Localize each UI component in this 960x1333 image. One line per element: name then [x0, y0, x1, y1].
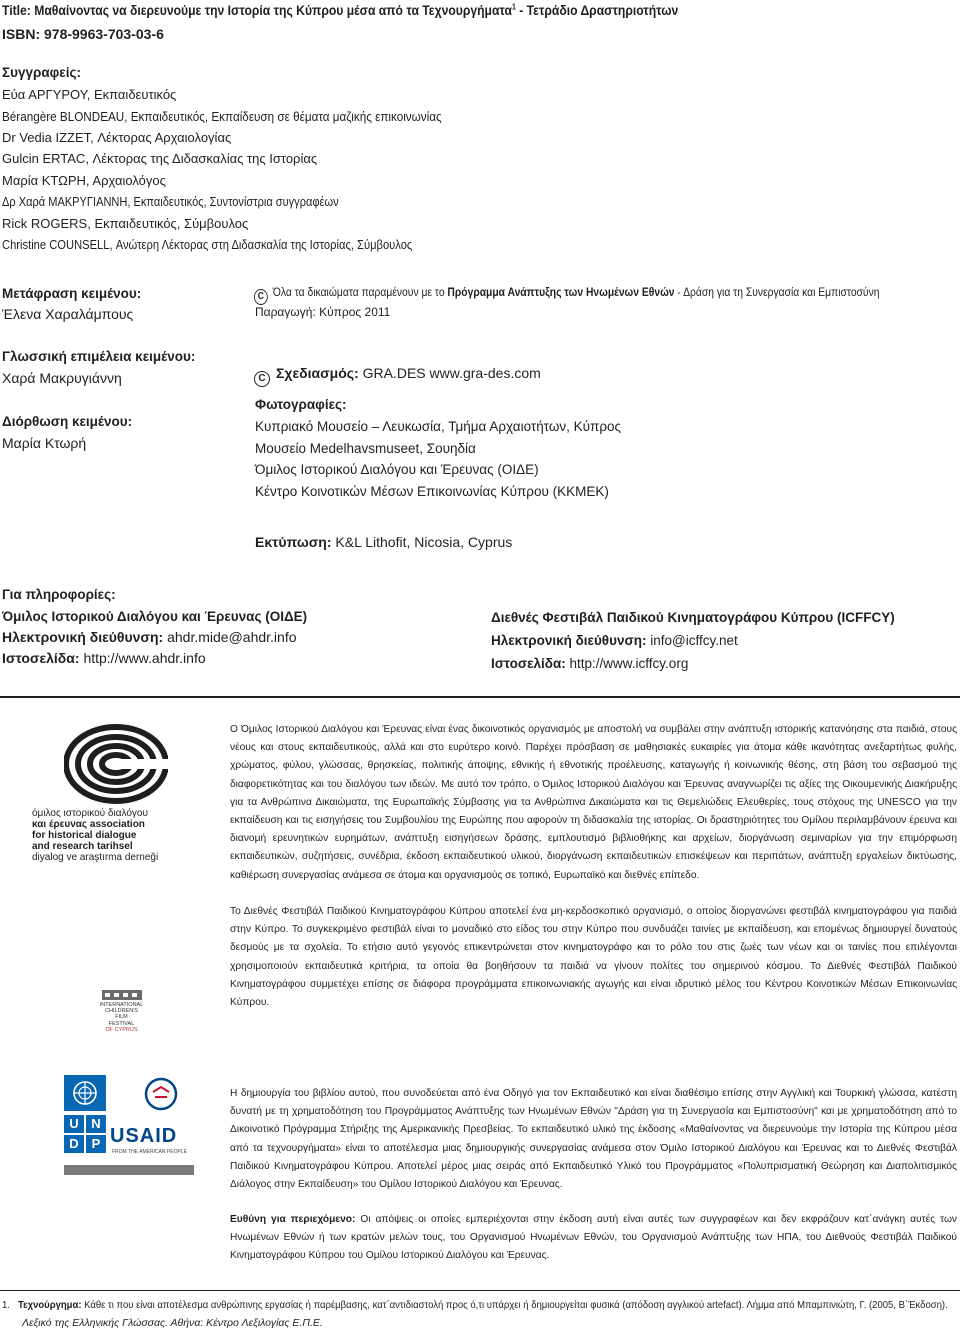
photo-credit: Όμιλος Ιστορικού Διαλόγου και Έρευνας (ΟΙΔΕ) [255, 462, 539, 477]
icffcy-logo [84, 990, 159, 1032]
footnote-label: Τεχνούργημα: [18, 1299, 82, 1311]
rights-suffix: - Δράση για τη Συνεργασία και Εμπιστοσύνη [677, 285, 880, 299]
print-line [255, 534, 512, 551]
title-suffix: - Τετράδιο Δραστηριοτήτων [519, 2, 679, 18]
logo-line: CHILDREN'S [105, 1008, 138, 1015]
rights-line [254, 284, 879, 305]
author-item: Μαρία ΚΤΩΡΗ, Αρχαιολόγος [2, 173, 166, 188]
author-item: Δρ Χαρά ΜΑΚΡΥΓΙΑΝΝΗ, Εκπαιδευτικός, Συντονίστρια συγγραφέων [2, 194, 339, 209]
ahdr-logo [32, 724, 187, 863]
funding-description: Η δημιουργία του βιβλίου αυτού, που συνοδεύεται από ένα Οδηγό για τον Εκπαιδευτικό και είναι διαθέσιμο επίσης στην Αγγλική και Τουρκική γλώσσα, κατέστη δυνατή με τη χρηματοδότηση του Προγράμματος Ανάπτυξης των Ηνωμένων Εθνών "Δράση για τη Συνεργασία και Εμπιστοσύνη" και με χρηματοδότηση από το Δικοινοτικό Πρόγραμμα Στήριξης της Αμερικανικής Πρεσβείας. Το εκπαιδευτικό υλικό της έκδοσης «Μαθαίνοντας να διερευνούμε την Ιστορία της Κύπρου μέσα από τα τεχνουργήματα» είναι το αποτέλεσμα μιας δημιουργικής συνεργασίας ανάμεσα στον Όμιλο Ιστορικού Διαλόγου και Έρευνας και το Διεθνές Φεστιβάλ Παιδικού Κινηματογράφου Κύπρου. Αποτελεί μέρος μιας σειράς από Εκπαιδευτικό Υλικό του Προγράμματος «Πολυπρισματική Θεώρηση και Διαπολιτισμικός Διάλογος στην Εκπαίδευση» του Ομίλου Ιστορικού Διαλόγου και Έρευνας. [230, 1088, 957, 1191]
logo-line: FESTIVAL [108, 1020, 135, 1027]
rights-prefix: Όλα τα δικαιώματα παραμένουν με το [272, 285, 445, 299]
translation-label: Μετάφραση κειμένου: [2, 286, 142, 301]
production: Παραγωγή: Κύπρος 2011 [255, 305, 391, 319]
footnote-text: Κάθε τι που είναι αποτέλεσμα ανθρώπινης εργασίας ή παρέμβασης, κατ΄αντιδιαστολή προς ό,τι υπάρχει ή δημιουργείται φυσικά (απόδοση αγγλικού artefact). Λήμμα από Μπαμπινιώτη, Γ. (2005, Β΄Έκδοση). [84, 1299, 948, 1311]
footnote-line2: Λεξικό της Ελληνικής Γλώσσας. Αθήνα: Κέντρο Λεξιλογίας Ε.Π.Ε. [22, 1317, 323, 1329]
footnote-divider [0, 1290, 960, 1291]
icffcy-web-line [491, 655, 688, 672]
title-label: Title: [2, 2, 31, 18]
ahdr-web-line [2, 650, 206, 667]
icffcy-email-line [491, 632, 738, 649]
author-item: Gulcin ERTAC, Λέκτορας της Διδασκαλίας της Ιστορίας [2, 151, 318, 166]
responsibility-label: Ευθύνη για περιεχόμενο: [230, 1214, 356, 1225]
responsibility-note [230, 1211, 957, 1266]
logo-line: for historical dialogue [32, 830, 137, 841]
ahdr-org: Όμιλος Ιστορικού Διαλόγου και Έρευνας (ΟΙΔΕ) [2, 609, 308, 624]
logo-line: diyalog ve araştırma derneği [32, 852, 159, 863]
un-globe-icon [71, 1079, 99, 1107]
responsibility-text: Οι απόψεις οι οποίες εμπεριέχονται στην έκδοση αυτή είναι αυτές των συγγραφέων και δεν εκφράζουν κατ΄ανάγκη αυτές των Ηνωμένων Εθνών ή των κρατών μελών τους, του Οργανισμού Ηνωμένων Εθνών, του Οργανισμού Ανάπτυξης των ΗΠΑ, του Διεθνούς Φεστιβάλ Παιδικού Κινηματογράφου Κύπρου του Ομίλου Ιστορικού Διαλόγου και Έρευνας. [230, 1214, 957, 1262]
isbn: ISBN: 978-9963-703-03-6 [2, 26, 164, 42]
photos-label: Φωτογραφίες: [255, 397, 347, 412]
divider [0, 696, 960, 698]
logo-line: όμιλος ιστορικού διαλόγου [32, 808, 148, 819]
ahdr-logo-text [32, 808, 158, 863]
logo-line: FILM [115, 1014, 128, 1021]
title-footnote-mark: 1 [511, 2, 516, 12]
undp-letter: U [64, 1115, 84, 1133]
print-value: K&L Lithofit, Nicosia, Cyprus [335, 534, 513, 550]
translation-name: Έλενα Χαραλάμπους [2, 306, 134, 322]
undp-letter: N [86, 1115, 106, 1133]
info-label: Για πληροφορίες: [2, 587, 116, 602]
ahdr-email-line [2, 629, 297, 646]
ahdr-web-label: Ιστοσελίδα: [2, 650, 80, 666]
icffcy-description: Το Διεθνές Φεστιβάλ Παιδικού Κινηματογράφου Κύπρου αποτελεί ένα μη-κερδοσκοπικό οργανισμό, ο οποίος διοργανώνει φεστιβάλ κινηματογράφου για παιδιά στην Κύπρο. Το συγκεκριμένο φεστιβάλ είναι το μοναδικό στο είδος του στην Κύπρο που συνδυάζει ταινίες με εκπαίδευση, και επομένως δημιουργεί δυνατούς δεσμούς με τα σχολεία. Το ετήσιο αυτό γεγονός επικεντρώνεται στον κινηματογράφο και το ρόλο του στις ζωές των νέων και οι ταινίες που επιλέγονται χρησιμοποιούν εκπαιδευτικά κριτήρια, τα οποία θα βοηθήσουν τα παιδιά να γίνουν πολίτες του σημερινού κόσμου. Το Διεθνές Φεστιβάλ Παιδικού Κινηματογράφου συμμετέχει επίσης σε διάφορα προγράμματα επικοινωνιακής αγωγής και είναι ιδρυτικό μέλος του Κέντρου Κοινοτικών Μέσων Επικοινωνίας Κύπρου. [230, 906, 957, 1009]
usaid-wordmark: USAID [110, 1125, 178, 1147]
rights-program: Πρόγραμμα Ανάπτυξης των Ηνωμένων Εθνών [447, 285, 675, 299]
design-value: GRA.DES www.gra-des.com [362, 365, 541, 381]
logo-line: and research tarihsel [32, 841, 133, 852]
ahdr-email-label: Ηλεκτρονική διεύθυνση: [2, 629, 164, 645]
logo-line: και έρευνας association [32, 819, 145, 830]
icffcy-org: Διεθνές Φεστιβάλ Παιδικού Κινηματογράφου Κύπρου (ICFFCY) [491, 610, 895, 625]
proofreading-name: Μαρία Κτωρή [2, 435, 87, 451]
copyright-icon: C [254, 289, 268, 305]
icffcy-email-label: Ηλεκτρονική διεύθυνση: [491, 633, 647, 648]
ahdr-web[interactable]: http://www.ahdr.info [83, 650, 206, 666]
photo-credit: Κέντρο Κοινοτικών Μέσων Επικοινωνίας Κύπρου (ΚΚΜΕΚ) [255, 484, 609, 499]
design-line [254, 365, 541, 387]
usaid-tagline: FROM THE AMERICAN PEOPLE [112, 1149, 187, 1155]
logo-line: INTERNATIONAL [99, 1002, 144, 1008]
film-strip-icon [102, 990, 142, 1000]
author-item: Christine COUNSELL, Ανώτερη Λέκτορας στη Διδασκαλία της Ιστορίας, Σύμβουλος [2, 237, 413, 252]
editing-name: Χαρά Μακρυγιάννη [2, 370, 122, 386]
editing-label: Γλωσσική επιμέλεια κειμένου: [2, 349, 196, 364]
icffcy-logo-text [84, 1002, 159, 1033]
spiral-logo-icon [64, 724, 168, 804]
undp-letter: P [86, 1135, 106, 1153]
footnote-number: 1. [2, 1299, 10, 1311]
undp-letter: D [64, 1135, 84, 1153]
author-item: Rick ROGERS, Εκπαιδευτικός, Σύμβουλος [2, 216, 249, 231]
book-title: Μαθαίνοντας να διερευνούμε την Ιστορία της Κύπρου μέσα από τα Τεχνουργήματα [34, 2, 512, 18]
photo-credit: Κυπριακό Μουσείο – Λευκωσία, Τμήμα Αρχαιοτήτων, Κύπρος [255, 419, 622, 434]
proofreading-label: Διόρθωση κειμένου: [2, 414, 133, 429]
author-item: Dr Vedia IZZET, Λέκτορας Αρχαιολογίας [2, 130, 232, 145]
logo-line: OF CYPRUS [105, 1026, 138, 1033]
design-label: Σχεδιασμός: [276, 365, 359, 381]
icffcy-web-label: Ιστοσελίδα: [491, 656, 566, 671]
footnote [2, 1297, 948, 1314]
usaid-seal-icon [144, 1077, 178, 1111]
author-item: Bérangère BLONDEAU, Εκπαιδευτικός, Εκπαίδευση σε θέματα μαζικής επικοινωνίας [2, 109, 442, 124]
icffcy-email[interactable]: info@icffcy.net [650, 633, 738, 648]
ahdr-email[interactable]: ahdr.mide@ahdr.info [167, 629, 297, 645]
photo-credit: Μουσείο Medelhavsmuseet, Σουηδία [255, 441, 476, 456]
icffcy-web[interactable]: http://www.icffcy.org [569, 656, 689, 671]
ahdr-description: Ο Όμιλος Ιστορικού Διαλόγου και Έρευνας είναι ένας δικοινοτικός οργανισμός με αποστολή να συμβάλει στην ανάπτυξη ιστορικής κατανόησης στα παιδιά, στους νέους και στους εκπαιδευτικούς, αλλά και στο ευρύτερο κοινό. Παρέχει πρόσβαση σε μαθησιακές ευκαιρίες για άτομα κάθε ικανότητας ανεξαρτήτως φυλής, χρώματος, φύλου, γλώσσας, θρησκείας, πολιτικής άποψης, εθνικής ή εθνοτικής προέλευσης, καταγωγής ή κοινωνικής θέσης, στη βάση του σεβασμού της διαφορετικότητας και του διαλόγου των ιδεών. Με αυτό τον τρόπο, ο Όμιλος Ιστορικού Διαλόγου και Έρευνας αναγνωρίζει τις αξίες της Οικουμενικής Διακήρυξης για τα Ανθρώπινα Δικαιώματα, της Ευρωπαϊκής Σύμβασης για τα Ανθρώπινα Δικαιώματα και τις Θεμελιώδεις Ελευθερίες, τους στόχους της UNESCO για την εκπαίδευση και τις εισηγήσεις του Συμβουλίου της Ευρώπης που αφορούν τη διδασκαλία της ιστορίας. Οι δραστηριότητες του Ομίλου περιλαμβάνουν έρευνα και διανομή ερευνητικών ευρημάτων, ανάπτυξη εισηγήσεων δράσης, εμπλουτισμό βιβλιοθήκης και αρχείων, διοργάνωση σεμιναρίων για την επιμόρφωση εκπαιδευτικών, συζητήσεις, συνέδρια, έκδοση εκπαιδευτικού υλικού, διοργάνωση εκπαιδευτικών επισκέψεων και περιπάτων, ανάπτυξη εργαλείων δικτύωσης, καθιέρωση συνεργασίας ανάμεσα σε άτομα και οργανισμούς σε τοπικό, Ευρωπαϊκό και διεθνές επίπεδο. [230, 724, 957, 881]
copyright-icon: C [254, 371, 270, 387]
authors-label: Συγγραφείς: [2, 65, 81, 80]
title-line [2, 2, 678, 18]
print-label: Εκτύπωση: [255, 534, 332, 550]
undp-footer-bar [64, 1165, 194, 1175]
author-item: Εύα ΑΡΓΥΡΟΥ, Εκπαιδευτικός [2, 87, 177, 102]
undp-usaid-logo [62, 1075, 197, 1195]
